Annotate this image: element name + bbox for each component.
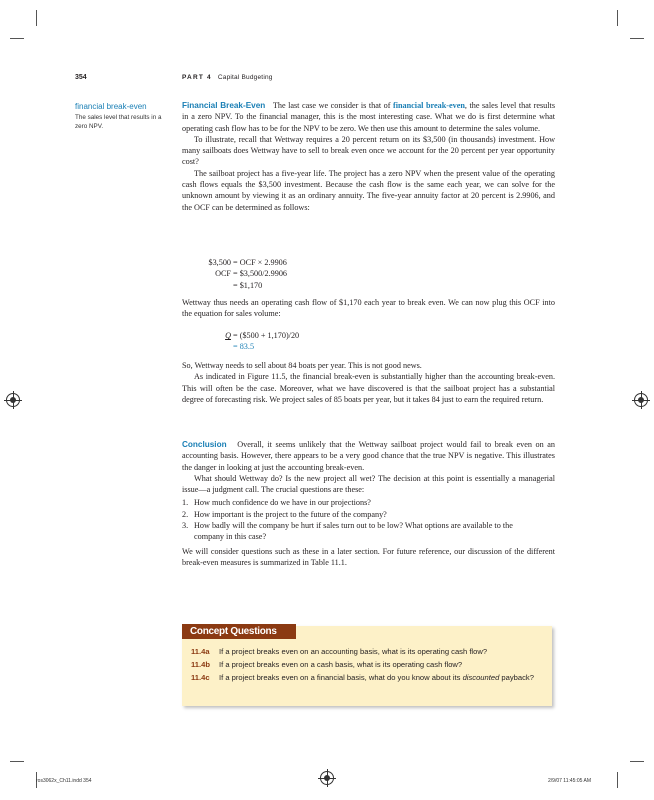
crop-mark: [617, 10, 618, 26]
paragraph: Conclusion Overall, it seems unlikely that the Wettway sailboat project would fail to break even on an accounting basis. However, there appears to be a very good chance that the true NPV is negative. This illustrates the danger in looking at just the accounting break-even.: [182, 440, 556, 472]
footer-timestamp: 2/9/07 11:45:05 AM: [548, 778, 591, 784]
paragraph: We will consider questions such as these in a later section. For future reference, our discussion of the different break-even measures is summarized in Table 11.1.: [182, 546, 555, 567]
concept-questions-title: Concept Questions: [182, 624, 296, 639]
paragraph: The sailboat project has a five-year life. The project has a zero NPV when the present value of the operating cash flows equals the $3,500 investment. Because the cash flow is the same each year, we can solve for the unknown amount by viewing it as an ordinary annuity. The five-year annuity factor at 20 percent is 2.9906, and the OCF can be determined as follows:: [182, 168, 555, 212]
financial-break-even-section: [182, 100, 555, 213]
crop-mark: [630, 38, 644, 39]
list-item: 1. How much confidence do we have in our projections?: [182, 498, 371, 508]
crop-mark: [10, 761, 24, 762]
registration-mark-icon: [6, 393, 20, 407]
concept-question: 11.4b If a project breaks even on a cash basis, what is its operating cash flow?: [191, 660, 463, 669]
equation-sales-volume: Q = ($500 + 1,170)/20 = 83.5: [225, 331, 300, 352]
key-term: financial break-even: [392, 101, 465, 110]
crop-mark: [36, 10, 37, 26]
crop-mark: [10, 38, 24, 39]
running-head-part: PART 4: [182, 74, 212, 81]
crop-mark: [630, 761, 644, 762]
registration-mark-icon: [320, 771, 334, 785]
paragraph-block: [182, 297, 555, 320]
margin-definition: The sales level that results in a zero NPV.: [75, 114, 162, 130]
paragraph-block: [182, 360, 555, 405]
section-heading: Conclusion: [182, 440, 227, 449]
equation-ocf: $3,500 = OCF × 2.9906 OCF = $3,500/2.9906 = $1,170: [208, 258, 288, 290]
crop-mark: [617, 772, 618, 788]
list-item: 2. How important is the project to the future of the company?: [182, 509, 387, 519]
registration-mark-icon: [634, 393, 648, 407]
question-list: [182, 497, 555, 542]
paragraph: As indicated in Figure 11.5, the financial break-even is substantially higher than the accounting break-even. This will often be the case. Moreover, what we have discovered is that the sailboat project has a substantial degree of forecasting risk. We project sales of 85 boats per year, but it takes 84 just to earn the required return.: [182, 372, 555, 404]
concept-question: 11.4c If a project breaks even on a financial basis, what do you know about its discounted payback?: [191, 673, 534, 682]
paragraph: So, Wettway needs to sell about 84 boats per year. This is not good news.: [182, 361, 422, 370]
margin-term: financial break-even: [75, 102, 147, 111]
list-item: 3. How badly will the company be hurt if sales turn out to be low? What options are available to the company in this case?: [182, 521, 513, 542]
concept-question: 11.4a If a project breaks even on an accounting basis, what is its operating cash flow?: [191, 647, 488, 656]
conclusion-section: [182, 439, 555, 568]
paragraph: What should Wettway do? Is the new project all wet? The decision at this point is essentially a managerial issue—a judgment call. The crucial questions are these:: [182, 473, 555, 495]
section-heading: Financial Break-Even: [182, 101, 266, 110]
page-number: 354: [75, 74, 87, 81]
paragraph: To illustrate, recall that Wettway requires a 20 percent return on its $3,500 (in thousands) investment. How many sailboats does Wettway have to sell to break even once we account for the 20 percent per year opportunity cost?: [182, 134, 555, 167]
running-head-title: Capital Budgeting: [217, 74, 273, 81]
paragraph: Financial Break-Even The last case we consider is that of financial break-even, the sales level that results in a zero NPV. To the financial manager, this is the most interesting case. What we do is first determine what operating cash flow has to be for the NPV to be zero. We then use this amount to determine the sales volume.: [182, 101, 556, 133]
running-head: [182, 74, 273, 81]
footer-file-name: ros3062x_Ch11.indd 354: [36, 778, 92, 784]
paragraph: Wettway thus needs an operating cash flow of $1,170 each year to break even. We can now plug this OCF into the equation for sales volume:: [182, 298, 555, 319]
